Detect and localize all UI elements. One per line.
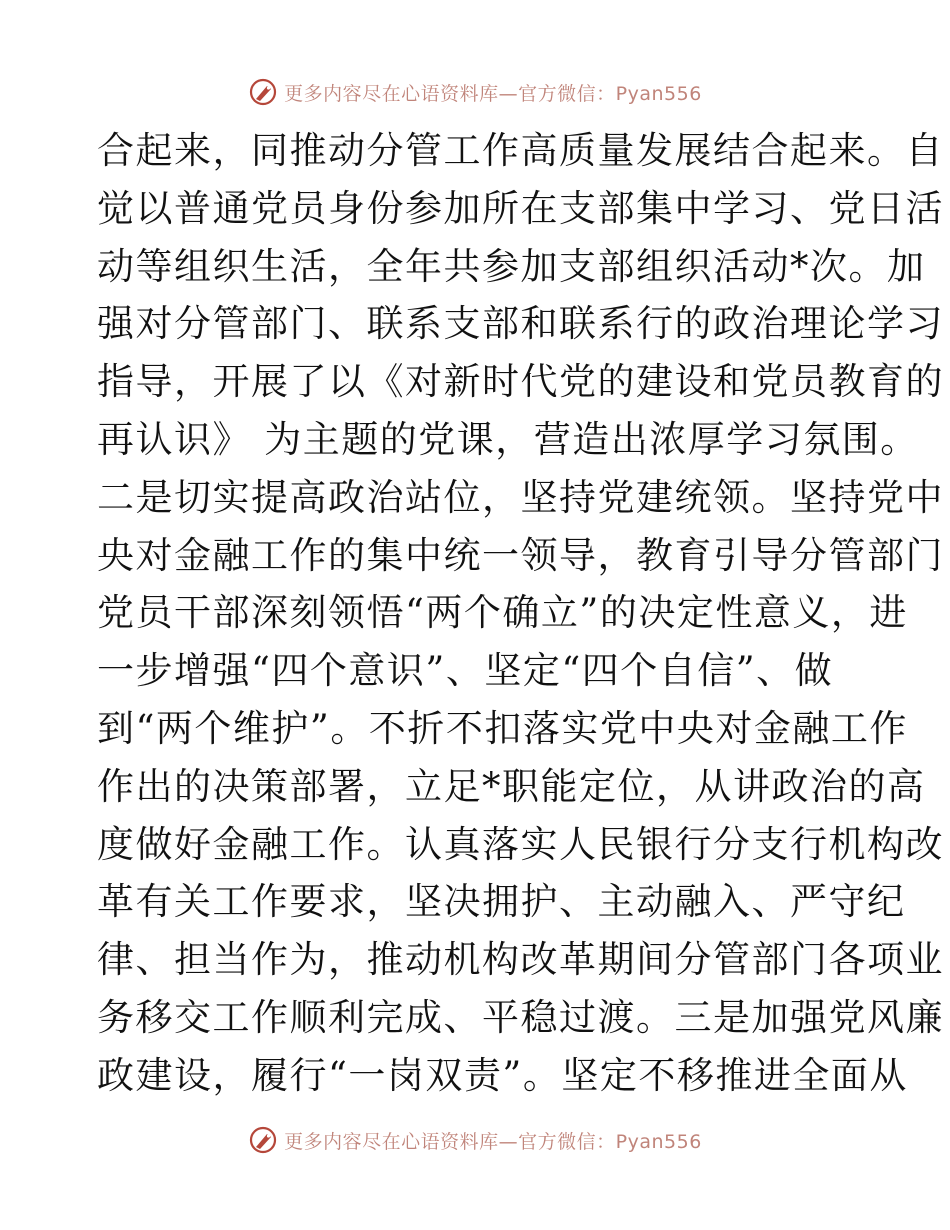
text-line: 合起来，同推动分管工作高质量发展结合起来。自: [97, 129, 944, 172]
text-line: 政建设，履行“一岗双责”。坚定不移推进全面从: [97, 1053, 908, 1097]
text-line: 央对金融工作的集中统一领导，教育引导分管部门: [97, 533, 944, 577]
document-body: [97, 122, 944, 1105]
text-line: 作出的决策部署，立足*职能定位，从讲政治的高: [97, 764, 926, 808]
watermark-text: 更多内容尽在心语资料库—官方微信：Pyan556: [284, 1130, 702, 1153]
text-line: 强对分管部门、联系支部和联系行的政治理论学习: [97, 302, 944, 346]
header-watermark: [0, 72, 950, 112]
text-line: 党员干部深刻领悟“两个确立”的决定性意义，进: [97, 591, 908, 635]
text-line: 再认识》 为主题的党课，营造出浓厚学习氛围。: [97, 417, 919, 461]
text-line: 到“两个维护”。不折不扣落实党中央对金融工作: [97, 706, 908, 750]
pen-nib-icon: [248, 77, 278, 107]
text-line: 革有关工作要求，坚决拥护、主动融入、严守纪: [97, 880, 906, 924]
footer-watermark: [0, 1120, 950, 1160]
watermark-text: 更多内容尽在心语资料库—官方微信：Pyan556: [284, 82, 702, 105]
text-line: 二是切实提高政治站位，坚持党建统领。坚持党中: [97, 475, 944, 519]
text-line: 律、担当作为，推动机构改革期间分管部门各项业: [97, 938, 944, 982]
text-line: 务移交工作顺利完成、平稳过渡。三是加强党风廉: [97, 995, 944, 1039]
text-line: 动等组织生活，全年共参加支部组织活动*次。加: [97, 244, 926, 288]
text-line: 一步增强“四个意识”、坚定“四个自信”、做: [97, 649, 834, 693]
pen-nib-icon: [248, 1125, 278, 1155]
text-line: 指导，开展了以《对新时代党的建设和党员教育的: [97, 360, 944, 404]
text-line: 觉以普通党员身份参加所在支部集中学习、党日活: [97, 186, 944, 230]
text-line: 度做好金融工作。认真落实人民银行分支行机构改: [97, 822, 944, 866]
